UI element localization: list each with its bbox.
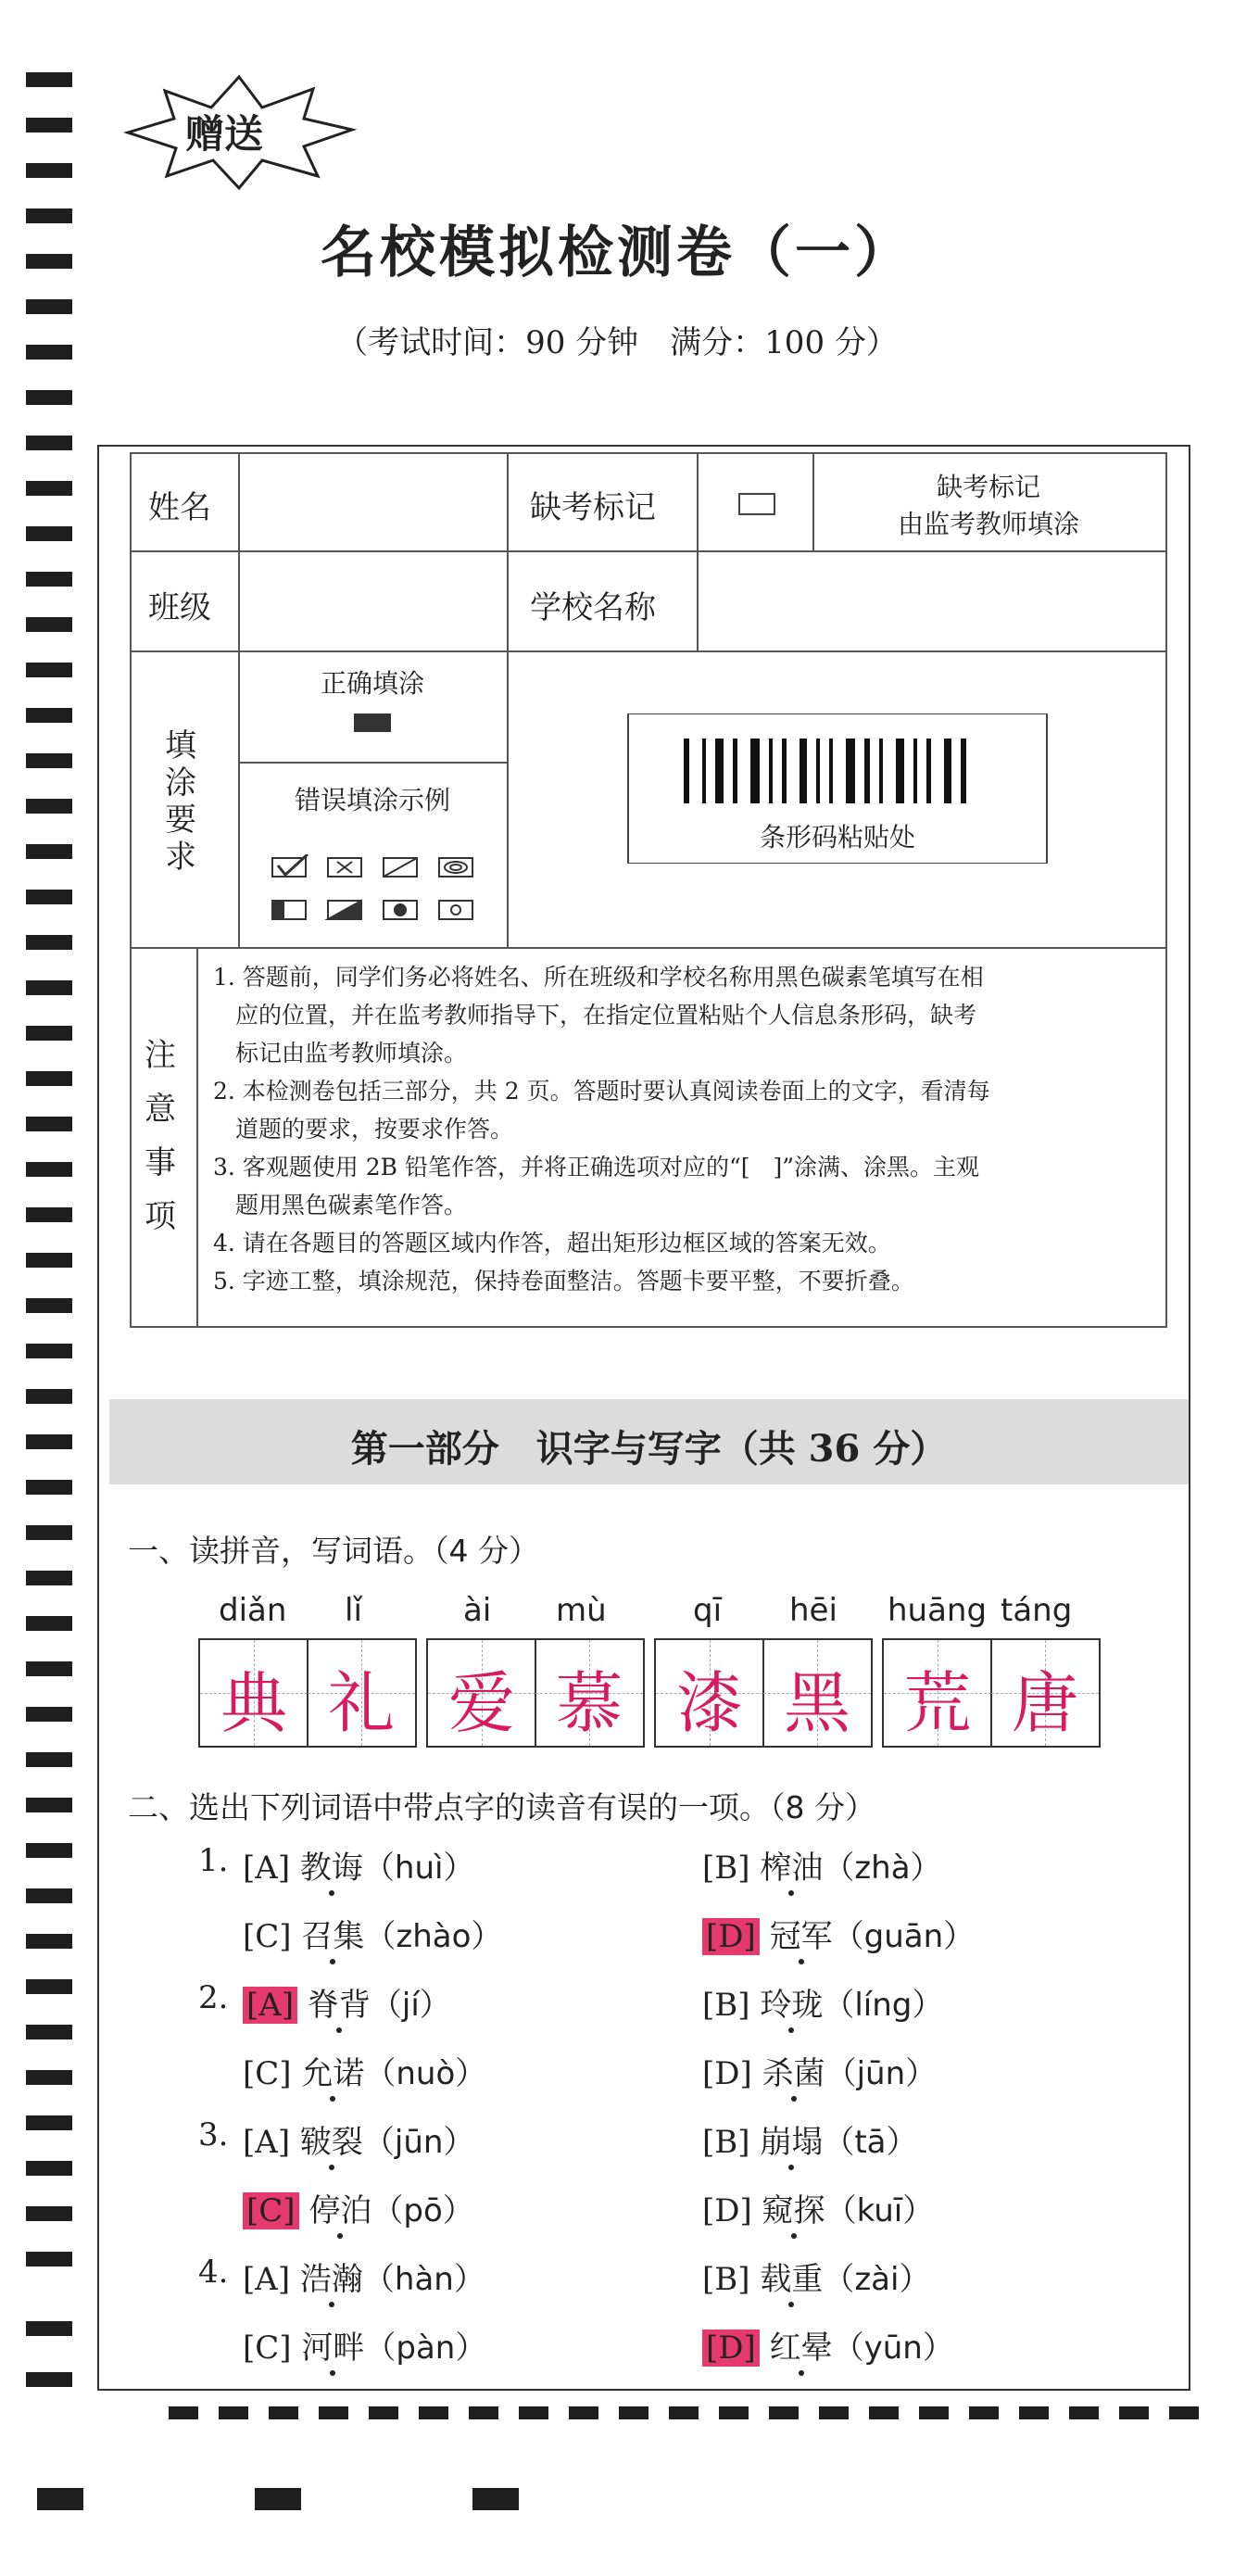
timing-mark	[569, 2406, 598, 2419]
pinyin-label: táng	[1001, 1592, 1073, 1629]
timing-mark	[26, 436, 72, 450]
timing-mark	[1119, 2406, 1149, 2419]
char-cell[interactable]	[200, 1640, 308, 1746]
timing-mark	[26, 1162, 72, 1177]
timing-mark	[269, 2406, 298, 2419]
note-line: 4. 请在各题目的答题区域内作答，超出矩形边框区域的答案无效。	[213, 1230, 891, 1256]
option-word: 召集	[301, 1918, 365, 1955]
timing-mark	[26, 1480, 72, 1495]
notes-list	[213, 958, 1153, 1300]
barcode-bar	[864, 739, 870, 803]
question-number: 4.	[198, 2254, 229, 2291]
option-c[interactable]	[243, 1911, 502, 1956]
handwritten-char: 黑	[783, 1664, 850, 1742]
handwritten-char: 唐	[1011, 1664, 1078, 1742]
timing-mark	[369, 2406, 398, 2419]
timing-mark	[26, 1253, 72, 1268]
wrong-fill-examples-icon	[271, 854, 493, 928]
option-pinyin: （huì）	[362, 1850, 475, 1887]
barcode-bar	[846, 739, 855, 803]
timing-mark	[26, 1616, 72, 1631]
handwritten-char: 爱	[447, 1664, 515, 1742]
timing-mark	[26, 980, 72, 995]
timing-mark	[26, 935, 72, 950]
question-number: 1.	[198, 1842, 229, 1879]
option-word: 皲裂	[299, 2124, 363, 2161]
option-tag[interactable]: [D]	[702, 2330, 760, 2367]
option-word: 载重	[760, 2261, 824, 2298]
char-cell[interactable]	[308, 1640, 415, 1746]
barcode-bar	[782, 739, 787, 803]
timing-mark	[419, 2406, 448, 2419]
option-c[interactable]	[243, 2322, 486, 2368]
option-pinyin: （nuò）	[364, 2055, 487, 2092]
option-pinyin: （jí）	[370, 1987, 451, 2024]
timing-mark	[26, 1026, 72, 1041]
pinyin-label: huāng	[888, 1592, 988, 1629]
option-word: 窥探	[762, 2192, 825, 2229]
note-line: 5. 字迹工整，填涂规范，保持卷面整洁。答题卡要平整，不要折叠。	[213, 1268, 914, 1294]
timing-mark	[669, 2406, 699, 2419]
timing-mark	[169, 2406, 198, 2419]
option-c[interactable]	[243, 2048, 486, 2093]
timing-mark	[26, 72, 72, 87]
note-line: 标记由监考教师填涂。	[235, 1040, 468, 1067]
option-tag[interactable]: [D]	[702, 1918, 760, 1955]
barcode-bar	[769, 739, 773, 803]
timing-mark	[469, 2406, 498, 2419]
barcode-bar	[944, 739, 951, 803]
pinyin-label: hēi	[789, 1592, 837, 1629]
option-tag[interactable]: [C]	[243, 2192, 299, 2229]
question-number: 2.	[198, 1979, 229, 2016]
option-pinyin: （jūn）	[825, 2055, 938, 2092]
option-word: 崩塌	[760, 2124, 824, 2161]
option-d[interactable]	[702, 2322, 954, 2368]
handwritten-char: 慕	[555, 1664, 623, 1742]
barcode-bar	[750, 739, 760, 803]
note-line: 应的位置，并在监考教师指导下，在指定位置粘贴个人信息条形码，缺考	[235, 1002, 977, 1029]
option-pinyin: （kuī）	[825, 2192, 935, 2229]
barcode-bar	[913, 739, 917, 803]
option-word: 榨油	[760, 1850, 824, 1887]
timing-mark	[26, 118, 72, 133]
timing-mark	[919, 2406, 949, 2419]
timing-mark	[26, 2070, 72, 2085]
option-tag[interactable]: [B]	[702, 2261, 750, 2298]
pinyin-label: mù	[556, 1592, 607, 1629]
barcode-bar	[733, 739, 737, 803]
option-b[interactable]	[702, 2254, 930, 2299]
option-tag[interactable]: [D]	[702, 2192, 752, 2229]
pinyin-label: qī	[693, 1592, 723, 1629]
timing-mark	[26, 1344, 72, 1358]
page-subtitle: （考试时间：90 分钟 满分：100 分）	[336, 324, 898, 361]
info-form	[130, 452, 1167, 1328]
option-tag[interactable]: [A]	[243, 1850, 291, 1887]
note-line: 1. 答题前，同学们务必将姓名、所在班级和学校名称用黑色碳素笔填写在相	[213, 964, 984, 991]
timing-mark	[519, 2406, 548, 2419]
school-field[interactable]	[699, 552, 1164, 649]
pinyin-label: ài	[463, 1592, 492, 1629]
timing-mark	[26, 1117, 72, 1131]
option-pinyin: （guān）	[832, 1918, 976, 1955]
correct-fill-label: 正确填涂	[320, 668, 424, 699]
class-field[interactable]	[240, 552, 505, 649]
timing-mark	[26, 1071, 72, 1086]
timing-mark	[37, 2488, 83, 2510]
char-grid[interactable]	[198, 1638, 417, 1748]
barcode-bar	[829, 739, 833, 803]
notice-label: 注意事项	[145, 1037, 176, 1235]
note-line: 道题的要求，按要求作答。	[235, 1116, 514, 1143]
timing-mark	[26, 208, 72, 223]
option-d[interactable]	[702, 2048, 937, 2093]
option-b[interactable]	[702, 1979, 943, 2025]
option-tag[interactable]: [B]	[702, 1850, 750, 1887]
timing-mark	[26, 2321, 72, 2336]
fill-requirements-label: 填涂要求	[165, 727, 196, 876]
timing-mark	[26, 572, 72, 587]
option-c[interactable]	[243, 2185, 474, 2230]
barcode-bar	[961, 739, 966, 803]
option-word: 河畔	[301, 2330, 365, 2367]
char-cell[interactable]	[884, 1640, 991, 1746]
barcode-label: 条形码粘贴处	[759, 822, 915, 852]
timing-mark	[26, 1843, 72, 1858]
option-pinyin: （pō）	[371, 2192, 474, 2229]
note-line: 3. 客观题使用 2B 铅笔作答，并将正确选项对应的“[ ]”涂满、涂黑。主观	[213, 1154, 980, 1181]
timing-mark	[26, 254, 72, 269]
timing-mark	[26, 663, 72, 677]
note-line: 2. 本检测卷包括三部分，共 2 页。答题时要认真阅读卷面上的文字，看清每	[213, 1078, 990, 1105]
timing-mark	[26, 1389, 72, 1404]
option-pinyin: （zhà）	[823, 1850, 942, 1887]
barcode-bar	[879, 739, 883, 803]
timing-mark	[26, 1525, 72, 1540]
option-pinyin: （líng）	[823, 1987, 944, 2024]
option-pinyin: （hàn）	[362, 2261, 485, 2298]
timing-mark	[26, 1434, 72, 1449]
timing-mark	[255, 2488, 301, 2510]
gift-badge-label: 赠送	[185, 111, 264, 157]
barcode-bar	[926, 739, 931, 803]
timing-mark	[26, 299, 72, 314]
timing-mark	[26, 708, 72, 723]
timing-mark	[1069, 2406, 1099, 2419]
absent-note-line2: 由监考教师填涂	[897, 509, 1079, 539]
wrong-fill-label: 错误填涂示例	[294, 785, 450, 815]
handwritten-char: 礼	[327, 1664, 395, 1742]
timing-mark	[969, 2406, 999, 2419]
absent-mark-box[interactable]	[738, 493, 775, 515]
note-line: 题用黑色碳素笔作答。	[235, 1192, 468, 1219]
timing-mark	[26, 890, 72, 904]
timing-mark	[869, 2406, 899, 2419]
name-label: 姓名	[148, 489, 211, 526]
class-label: 班级	[148, 589, 211, 626]
option-tag[interactable]: [A]	[243, 2124, 291, 2161]
timing-mark	[26, 753, 72, 768]
timing-mark	[26, 2372, 72, 2387]
correct-fill-sample	[354, 713, 391, 732]
question-1-title: 一、读拼音，写词语。（4 分）	[128, 1533, 539, 1569]
option-a[interactable]	[243, 2254, 485, 2299]
page-title: 名校模拟检测卷（一）	[321, 221, 913, 285]
timing-mark	[26, 2252, 72, 2267]
option-d[interactable]	[702, 1911, 975, 1956]
char-cell[interactable]	[763, 1640, 871, 1746]
barcode-bar	[816, 739, 820, 803]
option-pinyin: （zhào）	[364, 1918, 503, 1955]
school-label: 学校名称	[530, 589, 656, 626]
timing-mark	[26, 799, 72, 814]
barcode-bar	[715, 739, 724, 803]
option-pinyin: （pàn）	[364, 2330, 487, 2367]
handwritten-char: 典	[220, 1664, 287, 1742]
timing-mark	[26, 1661, 72, 1676]
char-cell[interactable]	[991, 1640, 1099, 1746]
barcode-bar	[800, 739, 807, 803]
timing-mark	[26, 2115, 72, 2130]
option-b[interactable]	[702, 1842, 942, 1888]
option-a[interactable]	[243, 2116, 474, 2162]
char-grid[interactable]	[654, 1638, 873, 1748]
timing-mark	[26, 1207, 72, 1222]
option-tag[interactable]: [C]	[243, 1918, 292, 1955]
timing-mark	[619, 2406, 648, 2419]
option-pinyin: （tā）	[823, 2124, 918, 2161]
barcode-bar	[896, 739, 904, 803]
timing-mark	[1169, 2406, 1199, 2419]
pinyin-label: diǎn	[219, 1592, 287, 1629]
handwritten-char: 荒	[903, 1664, 971, 1742]
timing-mark	[26, 481, 72, 496]
timing-mark	[26, 1934, 72, 1949]
handwritten-char: 漆	[675, 1664, 743, 1742]
timing-mark	[819, 2406, 849, 2419]
option-tag[interactable]: [C]	[243, 2330, 292, 2367]
timing-mark	[26, 1798, 72, 1812]
timing-mark	[319, 2406, 348, 2419]
timing-mark	[219, 2406, 248, 2419]
absent-mark-label: 缺考标记	[530, 489, 656, 526]
question-number: 3.	[198, 2116, 229, 2153]
timing-mark	[472, 2488, 519, 2510]
timing-mark	[26, 1571, 72, 1585]
timing-mark	[26, 2161, 72, 2176]
option-pinyin: （yūn）	[832, 2330, 954, 2367]
option-word: 脊背	[307, 1987, 371, 2024]
option-tag[interactable]: [D]	[702, 2055, 752, 2092]
timing-mark	[26, 526, 72, 541]
absent-note-line1: 缺考标记	[936, 472, 1040, 502]
option-word: 红晕	[769, 2330, 833, 2367]
barcode-bar	[702, 739, 706, 803]
timing-mark	[26, 2025, 72, 2039]
option-tag[interactable]: [A]	[243, 1987, 297, 2024]
option-word: 停泊	[308, 2192, 372, 2229]
option-a[interactable]	[243, 1979, 451, 2025]
option-a[interactable]	[243, 1842, 474, 1888]
option-tag[interactable]: [B]	[702, 2124, 750, 2161]
timing-mark	[719, 2406, 749, 2419]
timing-mark	[26, 844, 72, 859]
timing-mark	[26, 1888, 72, 1903]
section-title: 第一部分 识字与写字（共 36 分）	[350, 1427, 948, 1471]
option-word: 玲珑	[760, 1987, 824, 2024]
timing-mark	[26, 1298, 72, 1313]
option-word: 浩瀚	[299, 2261, 363, 2298]
option-d[interactable]	[702, 2185, 934, 2230]
option-pinyin: （zài）	[823, 2261, 931, 2298]
barcode-bar	[684, 739, 689, 803]
timing-mark	[26, 163, 72, 178]
option-tag[interactable]: [A]	[243, 2261, 291, 2298]
question-2-title: 二、选出下列词语中带点字的读音有误的一项。（8 分）	[128, 1789, 875, 1825]
option-tag[interactable]: [B]	[702, 1987, 750, 2024]
timing-mark	[26, 1707, 72, 1722]
timing-mark	[26, 390, 72, 405]
pinyin-label: lǐ	[345, 1592, 362, 1629]
option-word: 杀菌	[762, 2055, 825, 2092]
char-cell[interactable]	[656, 1640, 763, 1746]
char-cell[interactable]	[428, 1640, 535, 1746]
option-word: 允诺	[301, 2055, 365, 2092]
timing-mark	[26, 345, 72, 360]
char-grid[interactable]	[882, 1638, 1101, 1748]
option-pinyin: （jūn）	[362, 2124, 475, 2161]
option-tag[interactable]: [C]	[243, 2055, 292, 2092]
timing-mark	[769, 2406, 799, 2419]
timing-mark	[26, 1979, 72, 1994]
char-cell[interactable]	[535, 1640, 643, 1746]
timing-mark	[26, 617, 72, 632]
option-word: 冠军	[769, 1918, 833, 1955]
char-grid[interactable]	[426, 1638, 645, 1748]
name-field[interactable]	[240, 456, 505, 549]
timing-mark	[1019, 2406, 1049, 2419]
option-b[interactable]	[702, 2116, 918, 2162]
timing-mark	[26, 2206, 72, 2221]
timing-mark	[26, 1752, 72, 1767]
option-word: 教诲	[299, 1850, 363, 1887]
